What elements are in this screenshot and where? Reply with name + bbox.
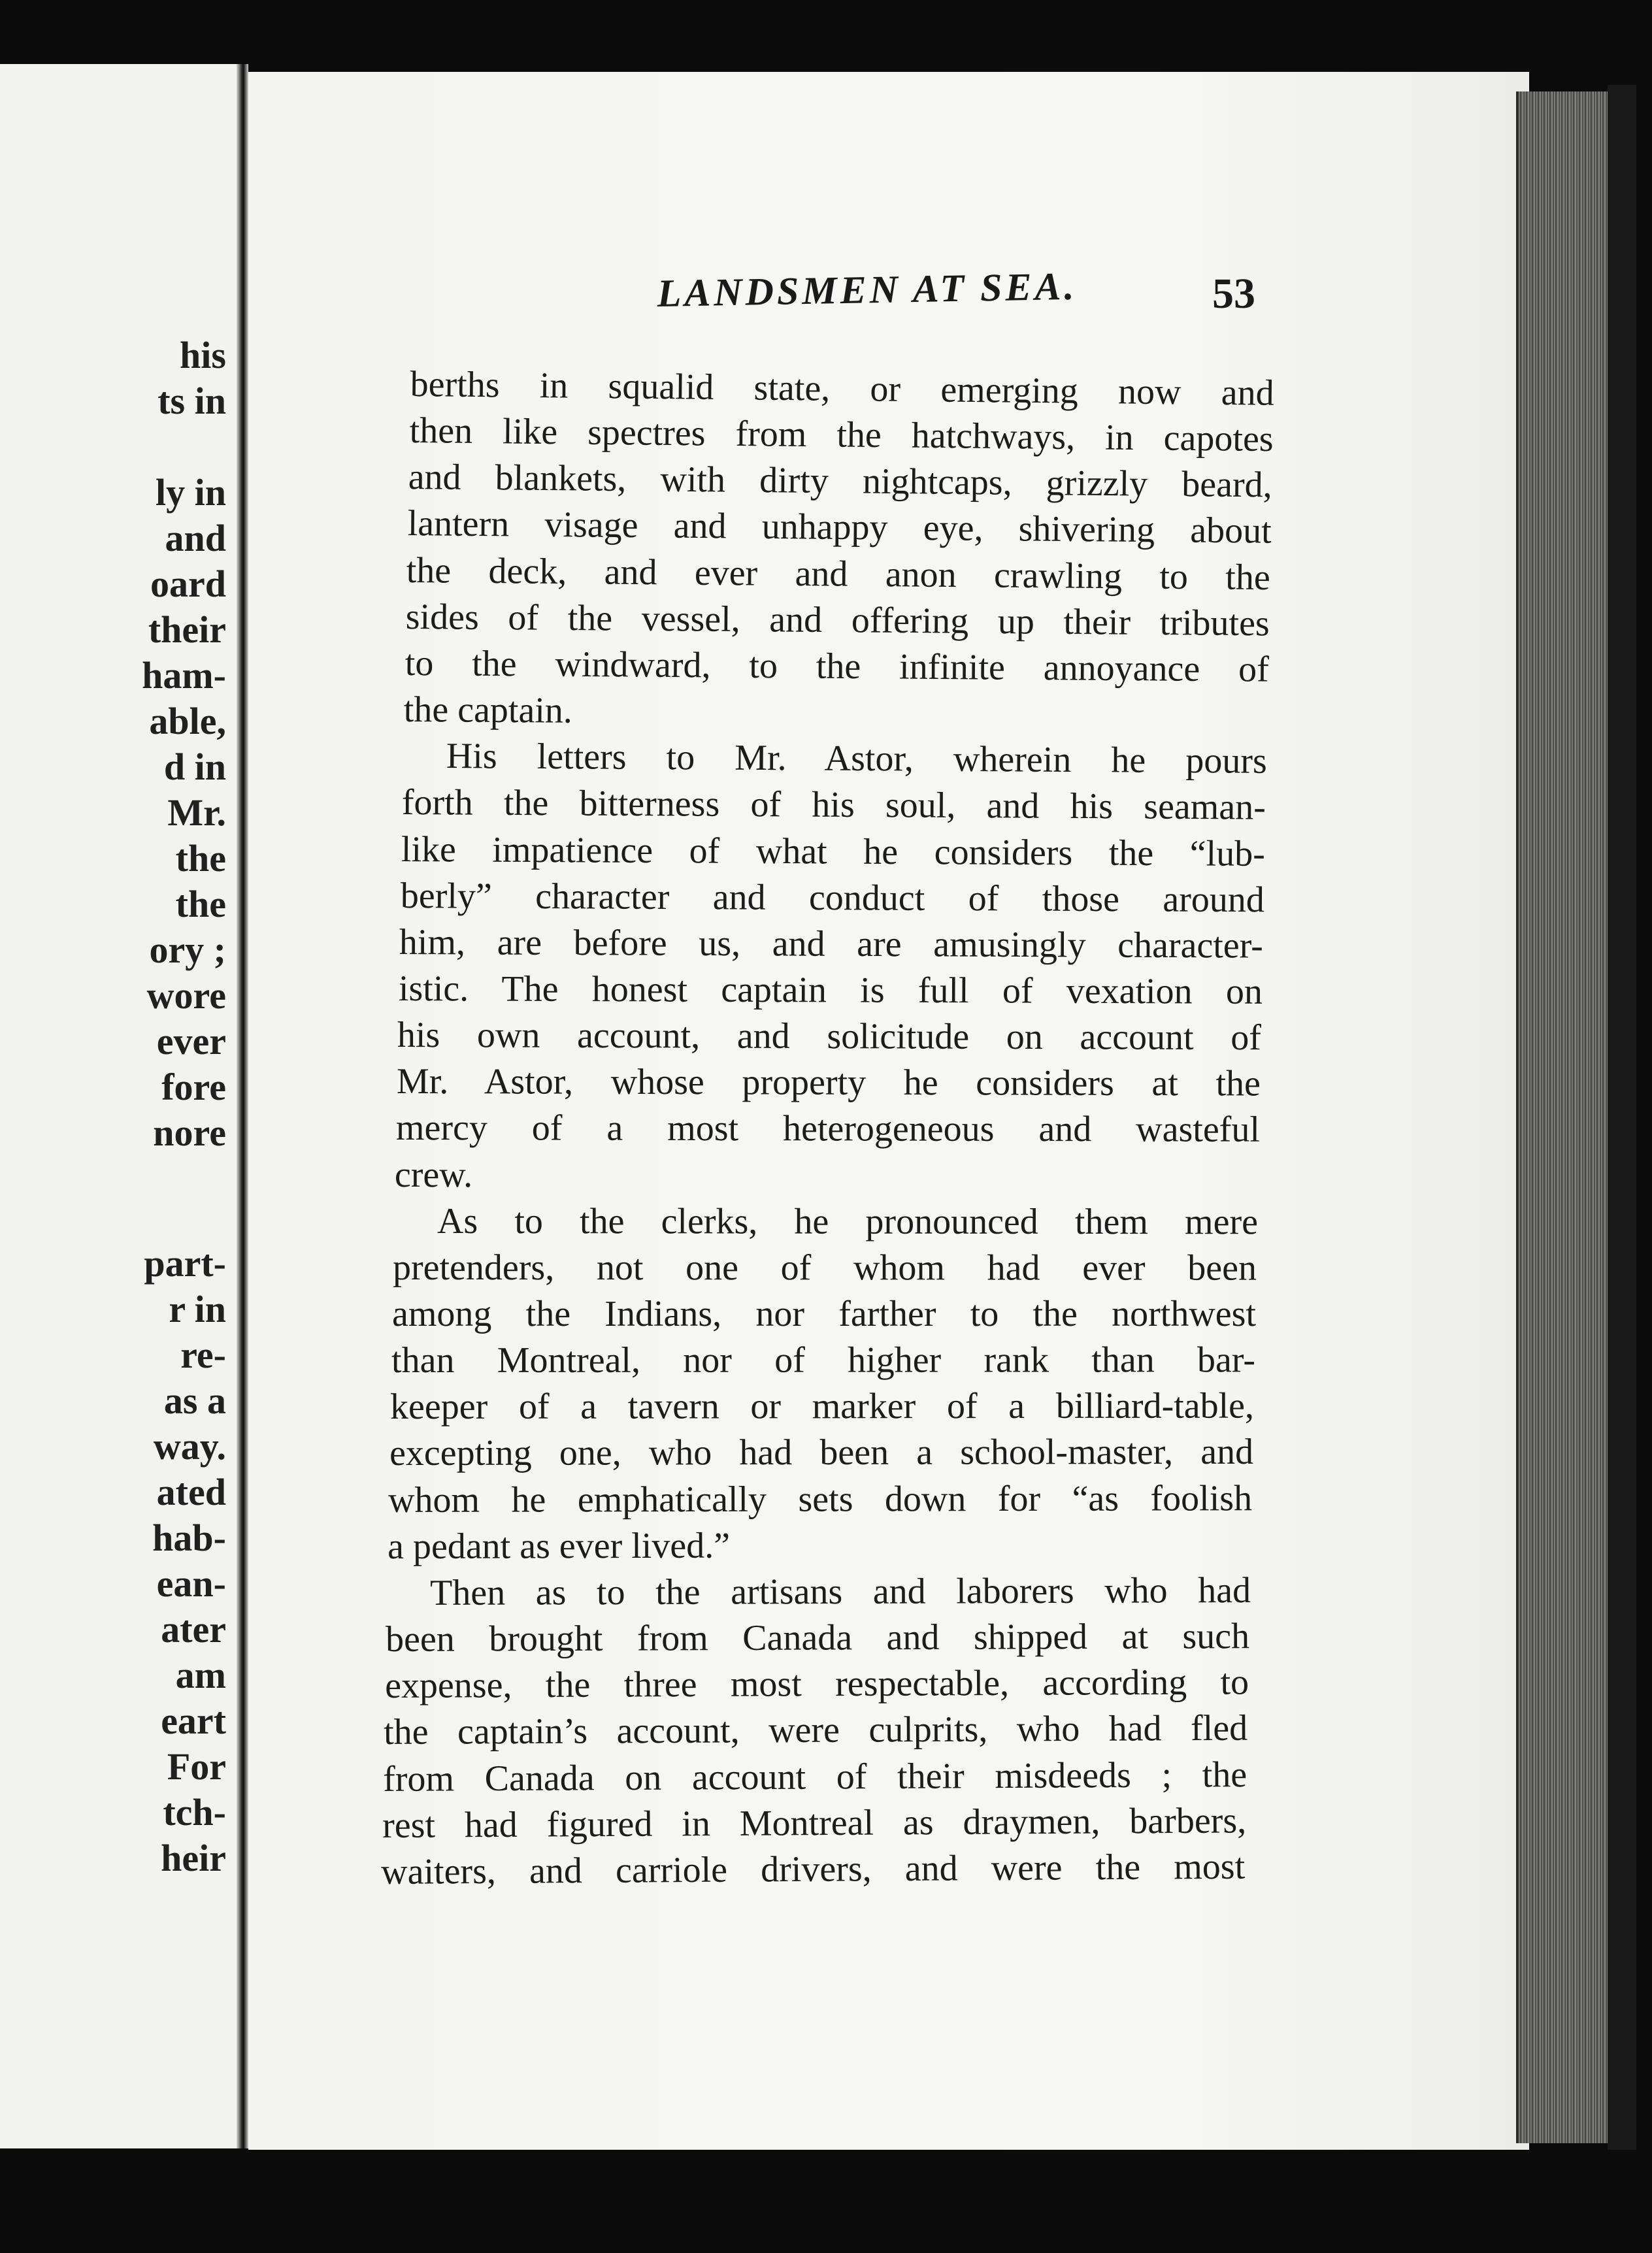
left-page-line: am (175, 1654, 226, 1696)
left-page-line: ater (161, 1608, 226, 1651)
left-page-line: fore (161, 1066, 226, 1108)
left-page-line: nore (153, 1111, 226, 1154)
body-text-line: excepting one, who had been a school-master, and (389, 1431, 1254, 1473)
left-page-line: re- (180, 1334, 226, 1376)
body-text-line: and blankets, with dirty nightcaps, grizzly beard, (408, 457, 1272, 506)
body-text-line: As to the clerks, he pronounced them mere (437, 1201, 1259, 1243)
left-page-line: d in (163, 746, 226, 788)
left-page-line: as a (163, 1379, 226, 1422)
body-text-line: whom he emphatically sets down for “as foolish (388, 1478, 1253, 1521)
left-page-line: part- (144, 1242, 226, 1285)
body-text-line: lantern visage and unhappy eye, shivering about (407, 503, 1272, 551)
left-page-line: heir (161, 1837, 226, 1879)
body-text-line: pretenders, not one of whom had ever been (392, 1247, 1257, 1289)
left-page-line: ean- (156, 1562, 226, 1605)
left-page-line: the (175, 837, 226, 880)
body-text-line: mercy of a most heterogeneous and wasteful (395, 1108, 1261, 1150)
body-text-line: keeper of a tavern or marker of a billiard-table, (389, 1385, 1255, 1427)
body-text-line: a pedant as ever lived.” (387, 1525, 731, 1567)
left-page-line: ly in (156, 471, 226, 514)
body-text-line: the captain’s account, were culprits, who had fled (383, 1707, 1248, 1752)
left-page-line: the (175, 883, 226, 925)
left-page-line: ory ; (149, 929, 226, 971)
page-edges (1516, 91, 1610, 2143)
body-text-line: the deck, and ever and anon crawling to the (406, 550, 1270, 599)
left-page-fragment (0, 64, 237, 2148)
body-text-line: crew. (394, 1155, 473, 1196)
body-text-line: forth the bitterness of his soul, and his seaman- (401, 782, 1266, 828)
left-page-line: Mr. (167, 791, 226, 834)
body-text-line: expense, the three most respectable, according to (384, 1662, 1249, 1706)
left-page-line: r in (169, 1288, 226, 1330)
left-page-line: eart (161, 1700, 226, 1742)
body-text-line: then like spectres from the hatchways, in capotes (409, 410, 1274, 460)
body-text-line: waiters, and carriole drivers, and were the most (380, 1846, 1246, 1892)
left-page-line: way. (153, 1425, 226, 1468)
left-page-line: and (165, 517, 226, 559)
body-text-line: Then as to the artisans and laborers who had (429, 1570, 1251, 1613)
body-text-line: among the Indians, nor farther to the northwest (392, 1294, 1256, 1334)
left-page-line: ts in (157, 380, 226, 422)
left-page-line: hab- (152, 1517, 226, 1559)
body-text-line: Mr. Astor, whose property he considers at the (396, 1061, 1261, 1104)
left-page-line: oard (150, 563, 226, 605)
body-text-line: sides of the vessel, and offering up their tributes (405, 597, 1270, 644)
body-text-line: His letters to Mr. Astor, wherein he pours (446, 736, 1267, 781)
book-cover-edge (1608, 85, 1636, 2150)
left-page-line: wore (146, 974, 226, 1017)
left-page-line: For (167, 1745, 226, 1788)
body-text-line: berly” character and conduct of those around (400, 876, 1264, 921)
running-header: LANDSMEN AT SEA. (657, 264, 1078, 315)
body-text-line: like impatience of what he considers the “lub- (401, 829, 1265, 874)
left-page-line: their (148, 608, 226, 651)
body-text-line: than Montreal, nor of higher rank than bar- (391, 1340, 1256, 1381)
page-number: 53 (1212, 270, 1255, 318)
body-text-line: istic. The honest captain is full of vexation on (398, 968, 1263, 1012)
body-text-line: berths in squalid state, or emerging now and (410, 364, 1274, 414)
left-page-line: able, (149, 700, 226, 742)
body-text-line: the captain. (403, 689, 573, 731)
left-page-line: his (180, 334, 226, 376)
body-text-line: rest had figured in Montreal as draymen, barbers, (382, 1800, 1247, 1846)
body-text-line: from Canada on account of their misdeeds ; the (382, 1754, 1247, 1800)
left-page-line: ated (156, 1471, 226, 1513)
left-page-line: ham- (142, 654, 226, 697)
left-page-line: tch- (163, 1791, 226, 1834)
body-text-line: to the windward, to the infinite annoyance of (405, 643, 1269, 690)
body-text-line: his own account, and solicitude on account of (397, 1015, 1262, 1059)
left-page-line: ever (156, 1020, 226, 1062)
body-text-line: him, are before us, and are amusingly character- (399, 922, 1264, 966)
body-text-line: been brought from Canada and shipped at such (385, 1616, 1250, 1660)
book-gutter (237, 64, 248, 2148)
